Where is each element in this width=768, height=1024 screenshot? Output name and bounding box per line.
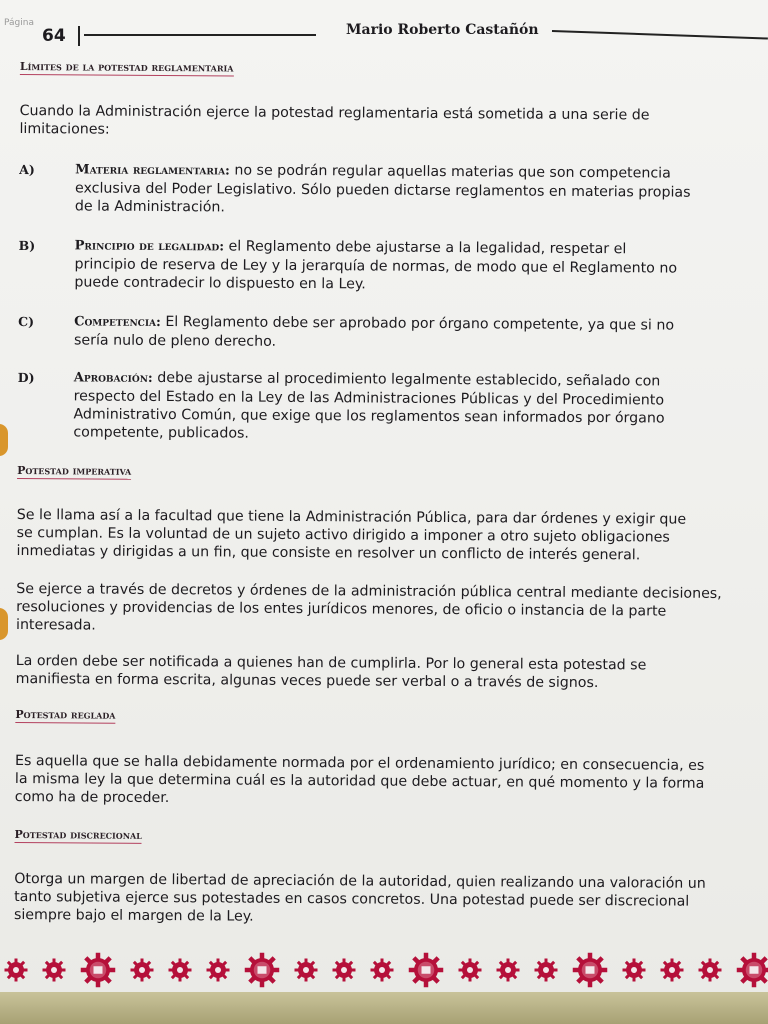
- gear-icon: [206, 958, 230, 982]
- page-tab-marker-2: [0, 608, 8, 640]
- item-b: [74, 236, 766, 296]
- header-rule-right: [552, 30, 768, 39]
- item-letter-d: D): [17, 370, 35, 386]
- gear-icon: [168, 958, 192, 982]
- page-number: 64: [42, 26, 66, 46]
- item-text-d: debe ajustarse al procedimiento legalmente establecido, señalado con respecto del Estado en la Ley de las Administraciones Públicas y del Procedimiento Administrativo Común, que exige que los reglamentos sean informados por órgano competente, publicados.: [73, 369, 665, 442]
- gear-icon: [42, 958, 66, 982]
- gear-icon: [370, 958, 394, 982]
- gear-border-footer: [0, 948, 768, 996]
- gear-icon: [622, 958, 646, 982]
- header-divider: [78, 26, 80, 46]
- page-header: [0, 12, 768, 52]
- item-text-b: el Reglamento debe ajustarse a la legalidad, respetar el principio de reserva de Ley y la jerarquía de normas, de modo que el Reglamento no puede contradecir lo dispuesto en la Ley.: [74, 238, 678, 293]
- item-heading-a: Materia reglamentaria:: [75, 162, 230, 179]
- item-heading-b: Principio de legalidad:: [74, 238, 225, 255]
- page-content: [13, 56, 768, 925]
- gear-badge-icon: [80, 952, 116, 988]
- item-text-a: no se podrán regular aquellas materias que son competencia exclusiva del Poder Legislativo. Sólo pueden dictarse reglamentos en materias propias de la Administración.: [74, 162, 691, 216]
- gear-icon: [4, 958, 28, 982]
- gear-icon: [496, 958, 520, 982]
- gear-badge-icon: [408, 952, 444, 988]
- section-title-reglada: Potestad reglada: [15, 707, 116, 722]
- gear-icon: [130, 958, 154, 982]
- item-letter-a: A): [19, 162, 35, 178]
- item-c: [74, 312, 766, 354]
- reglada-p1: Es aquella que se halla debidamente normada por el ordenamiento jurídico; en consecuencia, es la misma ley la que determina cuál es la autoridad que debe actuar, en qué momento y la forma como ha de proceder.: [14, 752, 705, 807]
- discrecional-p1: Otorga un margen de libertad de apreciación de la autoridad, quien realizando una valoración un tanto subjetiva ejerce sus potestades en casos concretos. Una potestad puede ser discrecional siempre bajo el margen de la Ley.: [13, 870, 706, 925]
- item-heading-d: Aprobación:: [73, 370, 153, 386]
- page-tab-marker-1: [0, 424, 8, 456]
- gear-icon: [332, 958, 356, 982]
- section-title-discrecional: Potestad discrecional: [14, 827, 142, 842]
- gear-badge-icon: [244, 952, 280, 988]
- gear-icon: [458, 958, 482, 982]
- gear-icon: [698, 958, 722, 982]
- item-letter-b: B): [18, 238, 36, 254]
- gear-badge-icon: [736, 952, 768, 988]
- header-rule-left: [84, 34, 316, 36]
- gear-badge-icon: [572, 952, 608, 988]
- author-name: Mario Roberto Castañón: [346, 22, 539, 38]
- gear-icon: [660, 958, 684, 982]
- section-title-limites: Límites de la potestad reglamentaria: [19, 60, 234, 75]
- imperativa-p2: Se ejerce a través de decretos y órdenes de la administración pública central mediante decisiones, resoluciones y providencias de los entes jurídicos menores, de oficio o instancia de la parte interesada.: [15, 581, 722, 634]
- imperativa-p3: La orden debe ser notificada a quienes han de cumplirla. Por lo general esta potestad se manifiesta en forma escrita, algunas veces puede ser verbal o a través de signos.: [15, 652, 647, 692]
- item-a: [75, 160, 767, 220]
- limites-intro: Cuando la Administración ejerce la potestad reglamentaria está sometida a una serie de limitaciones:: [19, 103, 650, 138]
- page-base-shadow: [0, 992, 768, 1024]
- imperativa-p1: Se le llama así a la facultad que tiene la Administración Pública, para dar órdenes y exigir que se cumplan. Es la voluntad de un sujeto activo dirigido a imponer a otro sujeto obligaciones inmediatas y dirigidas a un fin, que consiste en resolver un conflicto de interés general.: [16, 507, 687, 564]
- section-title-imperativa: Potestad imperativa: [17, 464, 132, 478]
- item-letter-c: C): [18, 314, 35, 330]
- pagina-label: Página: [4, 18, 34, 28]
- item-text-c: El Reglamento debe ser aprobado por órgano competente, ya que si no sería nulo de pleno derecho.: [73, 314, 675, 350]
- gear-icon: [534, 958, 558, 982]
- item-heading-c: Competencia:: [74, 314, 161, 331]
- item-d: [73, 368, 765, 446]
- gear-icon: [294, 958, 318, 982]
